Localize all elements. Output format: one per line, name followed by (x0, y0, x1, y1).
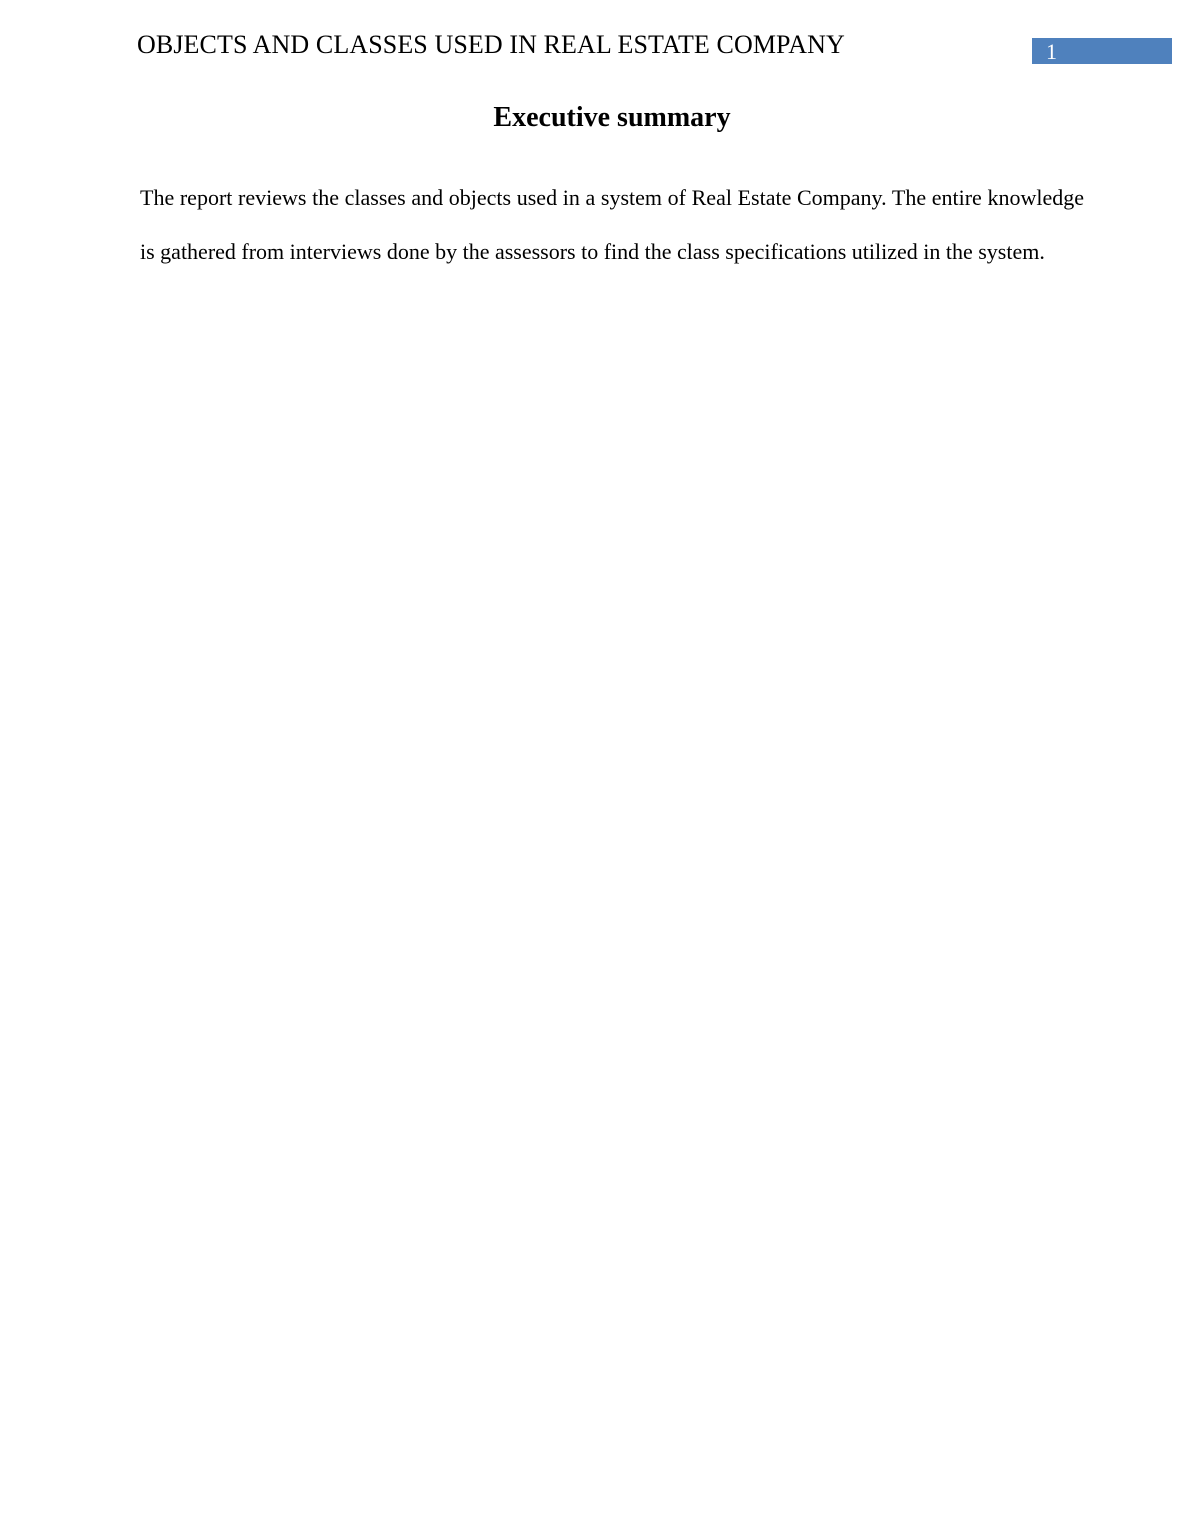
page-number: 1 (1046, 39, 1057, 64)
page-number-badge (1032, 38, 1172, 64)
section-heading (140, 100, 1084, 136)
running-head: OBJECTS AND CLASSES USED IN REAL ESTATE COMPANY (137, 30, 845, 59)
summary-paragraph: The report reviews the classes and objects used in a system of Real Estate Company. The entire knowledge is gathered from interviews done by the assessors to find the class specifications utilized in the system. (140, 185, 1084, 264)
section-heading-text: Executive summary (493, 102, 731, 133)
